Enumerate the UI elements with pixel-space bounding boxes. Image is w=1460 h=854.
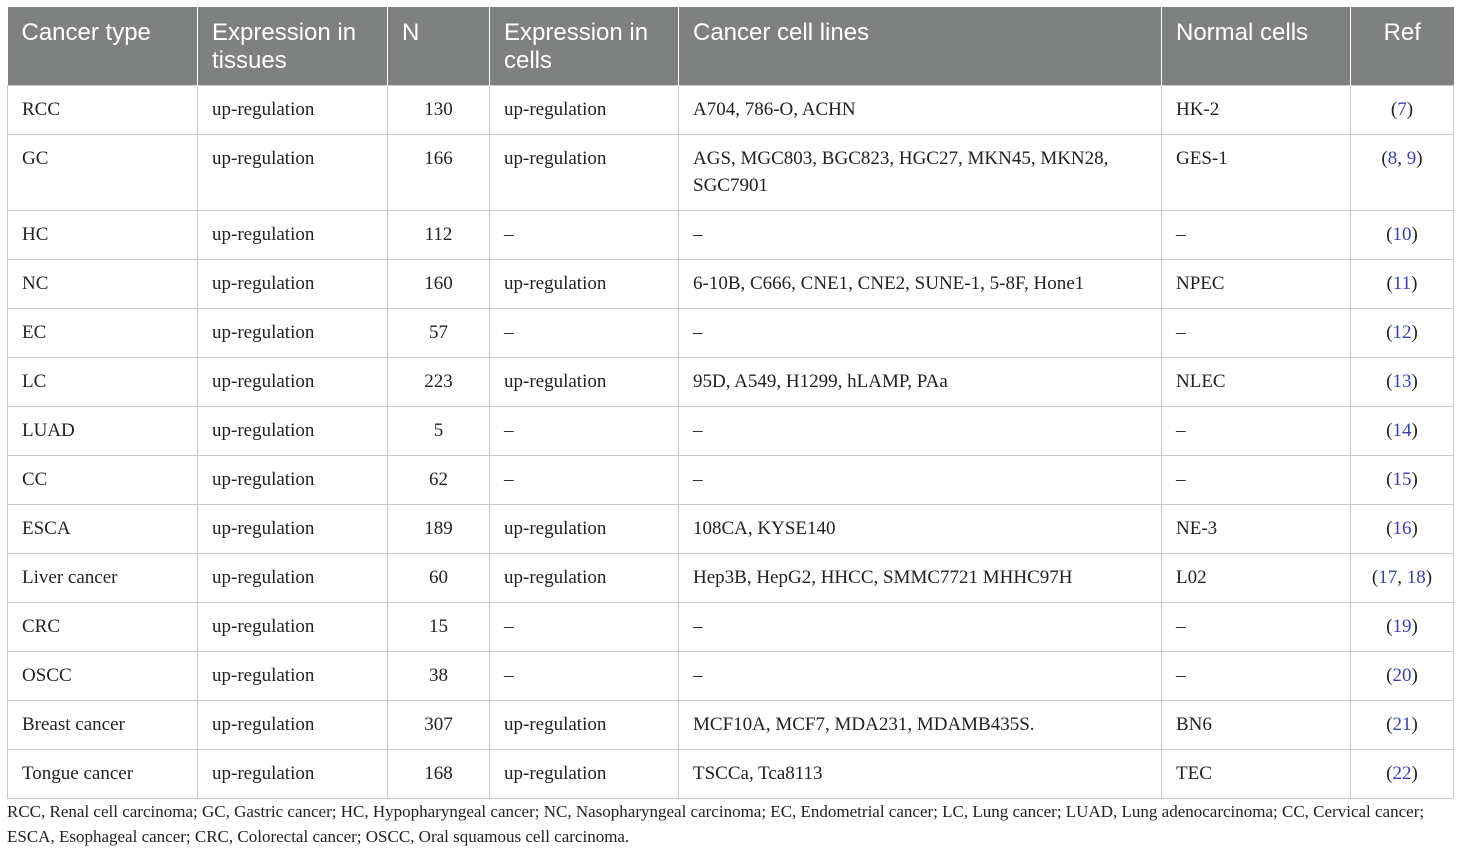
header-normal-cells: Normal cells [1162, 7, 1351, 86]
cell-cell-expression: up-regulation [490, 86, 679, 135]
cell-ref [1351, 358, 1454, 407]
cell-n: 130 [388, 86, 490, 135]
cell-cell-expression: up-regulation [490, 750, 679, 799]
cell-tissue-expression: up-regulation [198, 260, 388, 309]
ref-open-paren: ( [1371, 567, 1379, 588]
cell-cell-expression: – [490, 652, 679, 701]
ref-open-paren: ( [1386, 714, 1393, 735]
cell-tissue-expression: up-regulation [198, 652, 388, 701]
table-row [8, 701, 1454, 750]
cell-normal-cells: NE-3 [1162, 505, 1351, 554]
cell-cancer-cell-lines: Hep3B, HepG2, HHCC, SMMC7721 MHHC97H [679, 554, 1162, 603]
header-n: N [388, 7, 490, 86]
header-expression-cells: Expression in cells [490, 7, 679, 86]
ref-close-paren: ) [1411, 763, 1418, 784]
cell-tissue-expression: up-regulation [198, 407, 388, 456]
cell-normal-cells: BN6 [1162, 701, 1351, 750]
cell-cancer-type: CRC [8, 603, 198, 652]
cell-tissue-expression: up-regulation [198, 309, 388, 358]
cell-ref [1351, 260, 1454, 309]
ref-close-paren: ) [1411, 616, 1418, 637]
cell-n: 189 [388, 505, 490, 554]
cell-tissue-expression: up-regulation [198, 358, 388, 407]
table-row [8, 86, 1454, 135]
cell-ref [1351, 750, 1454, 799]
cell-normal-cells: TEC [1162, 750, 1351, 799]
ref-link[interactable]: 10 [1392, 224, 1412, 245]
cell-ref [1351, 652, 1454, 701]
cell-normal-cells: – [1162, 211, 1351, 260]
cancer-expression-table [7, 7, 1454, 799]
table-row [8, 603, 1454, 652]
ref-open-paren: ( [1386, 273, 1393, 294]
cell-cell-expression: up-regulation [490, 701, 679, 750]
ref-link[interactable]: 8 [1387, 148, 1398, 169]
cell-ref [1351, 554, 1454, 603]
ref-open-paren: ( [1381, 148, 1388, 169]
cell-normal-cells: GES-1 [1162, 135, 1351, 211]
table-row [8, 358, 1454, 407]
cell-cancer-cell-lines: A704, 786-O, ACHN [679, 86, 1162, 135]
header-cancer-type: Cancer type [8, 7, 198, 86]
cell-normal-cells: HK-2 [1162, 86, 1351, 135]
cell-cancer-type: HC [8, 211, 198, 260]
cell-ref [1351, 309, 1454, 358]
cell-ref [1351, 603, 1454, 652]
table-row [8, 211, 1454, 260]
cell-ref [1351, 211, 1454, 260]
ref-separator: , [1397, 148, 1407, 169]
cell-tissue-expression: up-regulation [198, 554, 388, 603]
cell-n: 168 [388, 750, 490, 799]
cell-cancer-type: LUAD [8, 407, 198, 456]
table-footnote: RCC, Renal cell carcinoma; GC, Gastric cancer; HC, Hypopharyngeal cancer; NC, Nasopharyngeal carcinoma; EC, Endometrial cancer; LC, Lung cancer; LUAD, Lung adenocarcinoma; CC, Cervical cancer; ESCA, Esophageal cancer; CRC, Colorectal cancer; OSCC, Oral squamous cell carcinoma. [7, 802, 1425, 846]
table-header [8, 7, 1454, 86]
cell-cancer-cell-lines: – [679, 456, 1162, 505]
cell-n: 60 [388, 554, 490, 603]
ref-link[interactable]: 13 [1392, 371, 1412, 392]
ref-link[interactable]: 21 [1392, 714, 1412, 735]
cell-tissue-expression: up-regulation [198, 86, 388, 135]
cell-ref [1351, 86, 1454, 135]
cell-cell-expression: – [490, 211, 679, 260]
cell-cancer-cell-lines: 6-10B, C666, CNE1, CNE2, SUNE-1, 5-8F, Hone1 [679, 260, 1162, 309]
ref-separator: , [1397, 567, 1407, 588]
cell-cell-expression: up-regulation [490, 358, 679, 407]
ref-open-paren: ( [1386, 371, 1393, 392]
cell-tissue-expression: up-regulation [198, 135, 388, 211]
table-row [8, 456, 1454, 505]
ref-close-paren: ) [1411, 224, 1418, 245]
ref-close-paren: ) [1411, 469, 1418, 490]
table-row [8, 407, 1454, 456]
cell-n: 15 [388, 603, 490, 652]
ref-close-paren: ) [1416, 148, 1423, 169]
cell-cancer-type: EC [8, 309, 198, 358]
ref-open-paren: ( [1386, 420, 1393, 441]
data-table-container [7, 7, 1453, 799]
ref-link[interactable]: 19 [1392, 616, 1412, 637]
ref-link[interactable]: 7 [1397, 99, 1407, 120]
cell-n: 166 [388, 135, 490, 211]
ref-close-paren: ) [1411, 371, 1418, 392]
cell-cell-expression: – [490, 456, 679, 505]
ref-link[interactable]: 20 [1392, 665, 1412, 686]
ref-open-paren: ( [1390, 99, 1398, 120]
ref-close-paren: ) [1411, 322, 1418, 343]
cell-n: 57 [388, 309, 490, 358]
ref-link[interactable]: 16 [1392, 518, 1412, 539]
cell-normal-cells: – [1162, 456, 1351, 505]
cell-normal-cells: – [1162, 309, 1351, 358]
ref-link[interactable]: 9 [1406, 148, 1417, 169]
cell-cancer-cell-lines: – [679, 309, 1162, 358]
ref-close-paren: ) [1411, 273, 1418, 294]
cell-n: 38 [388, 652, 490, 701]
ref-open-paren: ( [1386, 518, 1393, 539]
cell-cancer-cell-lines: – [679, 603, 1162, 652]
cell-n: 160 [388, 260, 490, 309]
cell-ref [1351, 407, 1454, 456]
cell-tissue-expression: up-regulation [198, 456, 388, 505]
ref-close-paren: ) [1406, 99, 1414, 120]
cell-tissue-expression: up-regulation [198, 603, 388, 652]
cell-cancer-type: Tongue cancer [8, 750, 198, 799]
cell-cancer-type: ESCA [8, 505, 198, 554]
ref-link[interactable]: 12 [1392, 322, 1412, 343]
cell-n: 112 [388, 211, 490, 260]
ref-link[interactable]: 18 [1406, 567, 1426, 588]
cell-cell-expression: – [490, 309, 679, 358]
cell-ref [1351, 505, 1454, 554]
table-body [8, 86, 1454, 799]
ref-open-paren: ( [1386, 322, 1393, 343]
cell-ref [1351, 701, 1454, 750]
cell-n: 223 [388, 358, 490, 407]
cell-normal-cells: NLEC [1162, 358, 1351, 407]
cell-cancer-type: RCC [8, 86, 198, 135]
cell-n: 62 [388, 456, 490, 505]
ref-link[interactable]: 17 [1378, 567, 1398, 588]
ref-open-paren: ( [1386, 665, 1393, 686]
cell-cancer-type: Breast cancer [8, 701, 198, 750]
cell-cell-expression: up-regulation [490, 135, 679, 211]
ref-open-paren: ( [1386, 616, 1393, 637]
ref-close-paren: ) [1411, 714, 1418, 735]
cell-tissue-expression: up-regulation [198, 505, 388, 554]
ref-close-paren: ) [1411, 665, 1418, 686]
cell-cell-expression: – [490, 603, 679, 652]
header-expression-tissues: Expression in tissues [198, 7, 388, 86]
ref-close-paren: ) [1411, 420, 1418, 441]
cell-cancer-cell-lines: 95D, A549, H1299, hLAMP, PAa [679, 358, 1162, 407]
cell-cancer-type: NC [8, 260, 198, 309]
cell-normal-cells: – [1162, 603, 1351, 652]
cell-cancer-type: OSCC [8, 652, 198, 701]
table-row [8, 135, 1454, 211]
cell-tissue-expression: up-regulation [198, 750, 388, 799]
cell-cancer-cell-lines: TSCCa, Tca8113 [679, 750, 1162, 799]
cell-cancer-cell-lines: AGS, MGC803, BGC823, HGC27, MKN45, MKN28, SGC7901 [679, 135, 1162, 211]
cell-cancer-type: LC [8, 358, 198, 407]
cell-normal-cells: – [1162, 407, 1351, 456]
cell-normal-cells: L02 [1162, 554, 1351, 603]
cell-cancer-type: Liver cancer [8, 554, 198, 603]
cell-cancer-cell-lines: – [679, 211, 1162, 260]
cell-normal-cells: NPEC [1162, 260, 1351, 309]
ref-link[interactable]: 14 [1392, 420, 1412, 441]
header-row [8, 7, 1454, 86]
cell-n: 5 [388, 407, 490, 456]
table-row [8, 652, 1454, 701]
table-row [8, 554, 1454, 603]
table-row [8, 260, 1454, 309]
cell-cancer-type: GC [8, 135, 198, 211]
cell-cell-expression: up-regulation [490, 505, 679, 554]
table-row [8, 750, 1454, 799]
header-ref: Ref [1351, 7, 1454, 86]
cell-tissue-expression: up-regulation [198, 211, 388, 260]
cell-cell-expression: up-regulation [490, 260, 679, 309]
cell-n: 307 [388, 701, 490, 750]
cell-cell-expression: – [490, 407, 679, 456]
cell-tissue-expression: up-regulation [198, 701, 388, 750]
ref-link[interactable]: 11 [1392, 273, 1412, 294]
cell-ref [1351, 135, 1454, 211]
ref-link[interactable]: 15 [1392, 469, 1412, 490]
cell-cancer-cell-lines: MCF10A, MCF7, MDA231, MDAMB435S. [679, 701, 1162, 750]
table-row [8, 505, 1454, 554]
ref-close-paren: ) [1425, 567, 1433, 588]
cell-cancer-type: CC [8, 456, 198, 505]
table-row [8, 309, 1454, 358]
ref-open-paren: ( [1386, 763, 1393, 784]
cell-ref [1351, 456, 1454, 505]
cell-cancer-cell-lines: – [679, 652, 1162, 701]
ref-open-paren: ( [1386, 469, 1393, 490]
ref-link[interactable]: 22 [1392, 763, 1412, 784]
header-cancer-cell-lines: Cancer cell lines [679, 7, 1162, 86]
ref-close-paren: ) [1411, 518, 1418, 539]
cell-cancer-cell-lines: 108CA, KYSE140 [679, 505, 1162, 554]
ref-open-paren: ( [1386, 224, 1393, 245]
cell-cell-expression: up-regulation [490, 554, 679, 603]
cell-cancer-cell-lines: – [679, 407, 1162, 456]
cell-normal-cells: – [1162, 652, 1351, 701]
